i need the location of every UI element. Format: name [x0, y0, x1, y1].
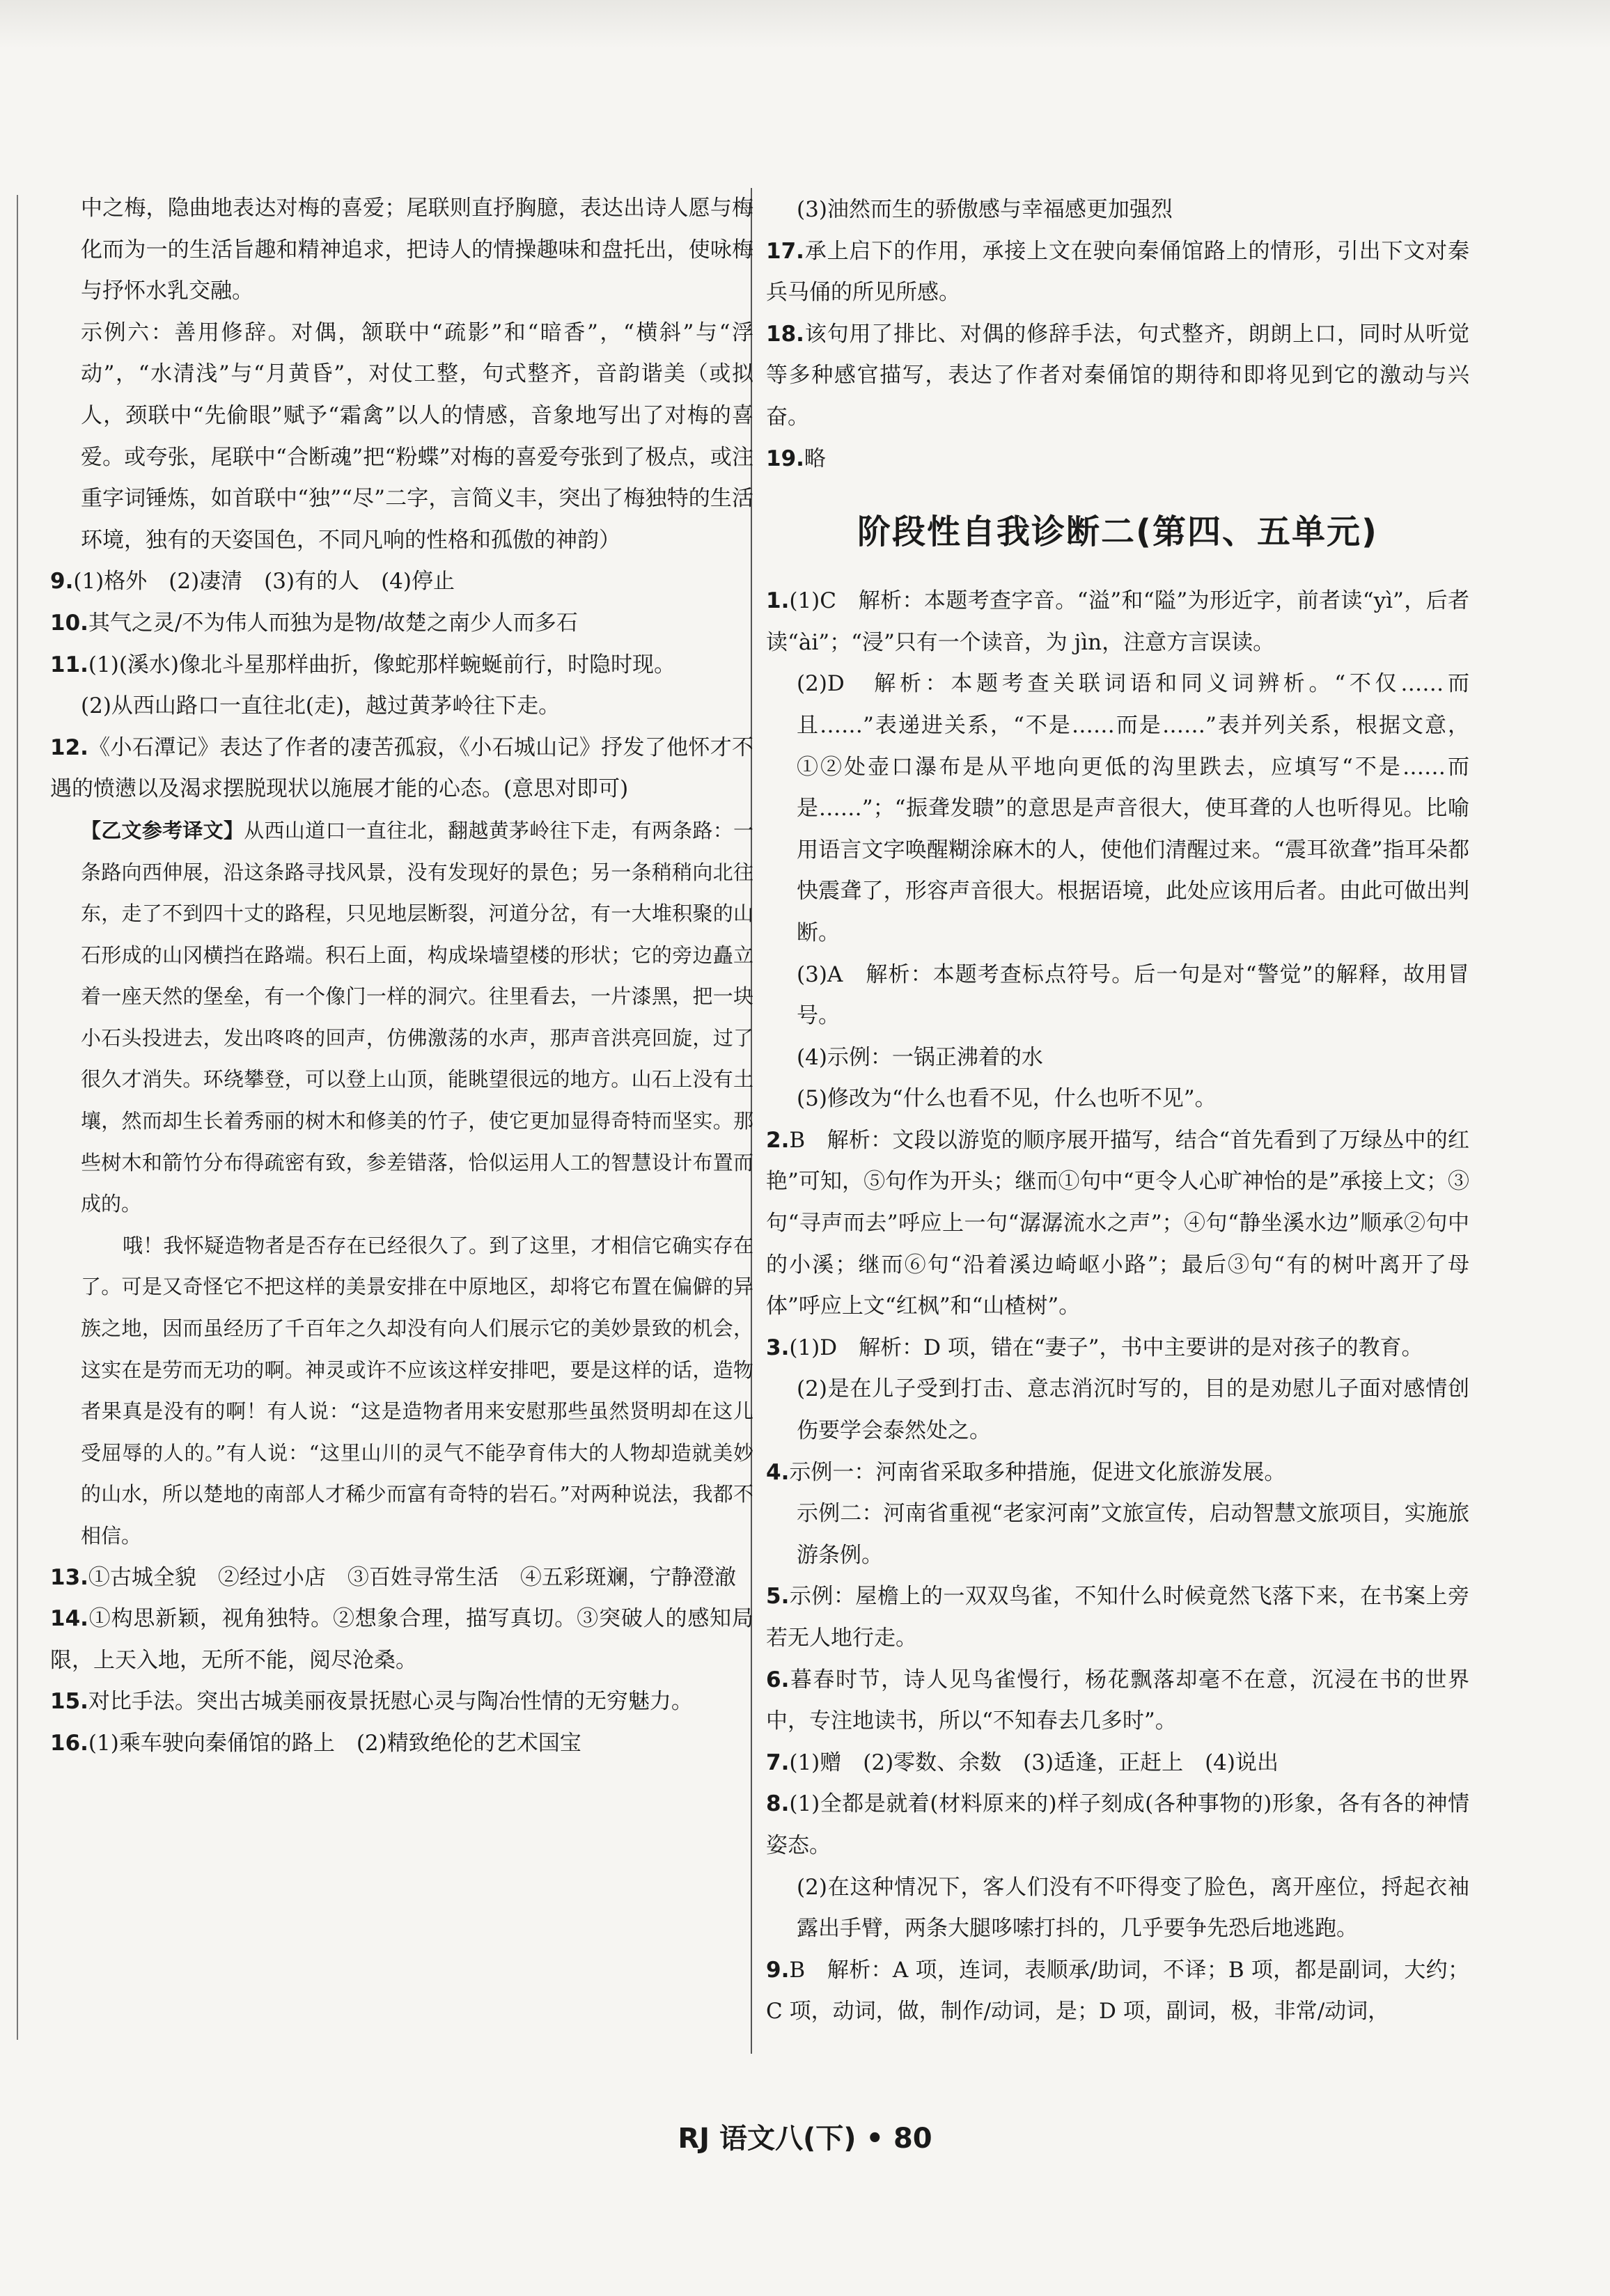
translation-text: 从西山道口一直往北，翻越黄茅岭往下走，有两条路：一条路向西伸展，沿这条路寻找风景，没有发现好的景色；另一条稍稍向北往东，走了不到四十丈的路程，只见地层断裂，河道分岔，有一大堆积聚的山石形成的山冈横挡在路端。积石上面，构成垛墙望楼的形状；它的旁边矗立着一座天然的堡垒，有一个像门一样的洞穴。往里看去，一片漆黑，把一块小石头投进去，发出咚咚的回声，仿佛激荡的水声，那声音洪亮回旋，过了很久才消失。环绕攀登，可以登上山顶，能眺望很远的地方。山石上没有土壤，然而却生长着秀丽的树木和修美的竹子，使它更加显得奇特而坚实。那些树木和箭竹分布得疏密有致，参差错落，恰似运用人工的智慧设计布置而成的。 [81, 818, 753, 1216]
question-number: 8. [766, 1791, 790, 1817]
answer-13 [50, 1557, 753, 1599]
question-number: 1. [766, 588, 790, 614]
question-number: 11. [50, 652, 88, 677]
answer-14 [50, 1598, 753, 1681]
answer-text: 承上启下的作用，承接上文在驶向秦俑馆路上的情形，引出下文对秦兵马俑的所见所感。 [766, 238, 1469, 306]
section-answer-1-5: (5)修改为“什么也看不见，什么也听不见”。 [797, 1086, 1217, 1112]
answer-11 [50, 645, 753, 686]
question-number: 16. [50, 1730, 88, 1756]
translation-para-1 [50, 810, 753, 1225]
section-heading: 阶段性自我诊断二(第四、五单元) [857, 512, 1378, 552]
answer-text: (1)C 解析：本题考查字音。“溢”和“隘”为形近字，前者读“yì”，后者读“ài”；“浸”只有一个读音，为 jìn，注意方言误读。 [766, 588, 1469, 655]
answer-16 [50, 1723, 753, 1765]
answer-text: ①构思新颖，视角独特。②想象合理，描写真切。③突破人的感知局限，上天入地，无所不能，阅尽沧桑。 [50, 1606, 753, 1673]
answer-16-part3: (3)油然而生的骄傲感与幸福感更加强烈 [797, 197, 1173, 222]
question-number: 2. [766, 1127, 790, 1153]
section-answer-1 [766, 581, 1469, 663]
answer-18 [766, 314, 1469, 439]
question-number: 10. [50, 610, 88, 636]
section-answer-6 [766, 1660, 1469, 1743]
answer-text: (1)全都是就着(材料原来的)样子刻成(各种事物的)形象，各有各的神情姿态。 [766, 1791, 1469, 1858]
translation-para-2: 哦！我怀疑造物者是否存在已经很久了。到了这里，才相信它确实存在了。可是又奇怪它不把这样的美景安排在中原地区，却将它布置在偏僻的异族之地，因而虽经历了千百年之久却没有向人们展示它的美妙景致的机会，这实在是劳而无功的啊。神灵或许不应该这样安排吧，要是这样的话，造物者果真是没有的啊！有人说：“这是造物者用来安慰那些虽然贤明却在这儿受屈辱的人的。”有人说：“这里山川的灵气不能孕育伟大的人物却造就美妙的山水，所以楚地的南部人才稀少而富有奇特的岩石。”对两种说法，我都不相信。 [81, 1233, 753, 1548]
question-number: 6. [766, 1667, 790, 1692]
answer-text: 《小石潭记》表达了作者的凄苦孤寂，《小石城山记》抒发了他怀才不遇的愤懑以及渴求摆脱现状以施展才能的心态。(意思对即可) [50, 734, 753, 802]
section-answer-5 [766, 1576, 1469, 1659]
section-answer-1-3: (3)A 解析：本题考查标点符号。后一句是对“警觉”的解释，故用冒号。 [797, 961, 1469, 1029]
answer-9 [50, 561, 753, 603]
answer-text: B 解析：文段以游览的顺序展开描写，结合“首先看到了万绿丛中的红艳”可知，⑤句作为开头；继而①句中“更令人心旷神怡的是”承接上文；③句“寻声而去”呼应上一句“潺潺流水之声”；④句“静坐溪水边”顺承②句中的小溪；继而⑥句“沿着溪边崎岖小路”；最后③句“有的树叶离开了母体”呼应上文“红枫”和“山楂树”。 [766, 1127, 1469, 1319]
answer-text: 对比手法。突出古城美丽夜景抚慰心灵与陶冶性情的无穷魅力。 [88, 1689, 693, 1715]
answer-text: (1)D 解析：D 项，错在“妻子”，书中主要讲的是对孩子的教育。 [789, 1335, 1423, 1360]
section-answer-4-2: 示例二：河南省重视“老家河南”文旅宣传，启动智慧文旅项目，实施旅游条例。 [797, 1501, 1469, 1568]
answer-text: 示例一：河南省采取多种措施，促进文化旅游发展。 [789, 1459, 1286, 1485]
question-number: 5. [766, 1584, 790, 1610]
answer-19 [766, 439, 1469, 480]
question-number: 4. [766, 1459, 790, 1485]
right-column [766, 189, 1469, 2033]
answer-text: B 解析：A 项，连词，表顺承/助词，不译；B 项，都是副词，大约；C 项，动词，做，制作/动词，是；D 项，副词，极，非常/动词， [766, 1957, 1469, 2024]
answer-text: 略 [804, 446, 826, 471]
question-number: 9. [766, 1957, 790, 1983]
section-answer-9 [766, 1950, 1469, 2033]
question-number: 18. [766, 321, 804, 347]
answer-17 [766, 231, 1469, 314]
answer-15 [50, 1681, 753, 1723]
question-number: 15. [50, 1689, 88, 1715]
question-number: 17. [766, 238, 804, 264]
question-number: 3. [766, 1335, 790, 1360]
section-answer-1-4: (4)示例：一锅正沸着的水 [797, 1044, 1043, 1070]
section-answer-7 [766, 1743, 1469, 1784]
answer-text: ①古城全貌 ②经过小店 ③百姓寻常生活 ④五彩斑斓，宁静澄澈 [88, 1564, 736, 1590]
answer-12 [50, 728, 753, 810]
question-number: 12. [50, 734, 88, 760]
answer-text: (1)格外 (2)凄清 (3)有的人 (4)停止 [73, 569, 455, 595]
left-column [50, 188, 753, 1765]
section-answer-1-2: (2)D 解析：本题考查关联词语和同义词辨析。“不仅……而且……”表递进关系，“不是……而是……”表并列关系，根据文意，①②处壶口瀑布是从平地向更低的沟里跌去，应填写“不是……而是……”；“振聋发聩”的意思是声音很大，使耳聋的人也听得见。比喻用语言文字唤醒糊涂麻木的人，使他们清醒过来。“震耳欲聋”指耳朵都快震聋了，形容声音很大。根据语境，此处应该用后者。由此可做出判断。 [797, 671, 1469, 945]
answer-text: 暮春时节，诗人见鸟雀慢行，杨花飘落却毫不在意，沉浸在书的世界中，专注地读书，所以“不知春去几多时”。 [766, 1667, 1469, 1734]
question-number: 9. [50, 569, 74, 595]
question-number: 13. [50, 1564, 88, 1590]
answer-11-part2: (2)从西山路口一直往北(走)，越过黄茅岭往下走。 [81, 693, 561, 719]
section-answer-8-2: (2)在这种情况下，客人们没有不吓得变了脸色，离开座位，捋起衣袖露出手臂，两条大腿哆嗦打抖的，几乎要争先恐后地逃跑。 [797, 1874, 1469, 1942]
answer-text: (1)乘车驶向秦俑馆的路上 (2)精致绝伦的艺术国宝 [88, 1730, 581, 1756]
section-answer-4 [766, 1452, 1469, 1494]
question-number: 19. [766, 446, 804, 471]
section-answer-3-2: (2)是在儿子受到打击、意志消沉时写的，目的是劝慰儿子面对感情创伤要学会泰然处之。 [797, 1376, 1469, 1444]
answer-text: 其气之灵/不为伟人而独为是物/故楚之南少人而多石 [88, 610, 578, 636]
question-number: 14. [50, 1606, 88, 1632]
section-answer-2 [766, 1120, 1469, 1328]
section-answer-8 [766, 1784, 1469, 1866]
section-answer-3 [766, 1328, 1469, 1369]
translation-label: 【乙文参考译文】 [81, 818, 244, 842]
answer-10 [50, 603, 753, 645]
left-margin-rule [17, 195, 18, 2040]
answer-text: (1)(溪水)像北斗星那样曲折，像蛇那样蜿蜒前行，时隐时现。 [88, 652, 676, 677]
scan-top-band [0, 0, 1610, 49]
continued-answer: 中之梅，隐曲地表达对梅的喜爱；尾联则直抒胸臆，表达出诗人愿与梅化而为一的生活旨趣和精神追求，把诗人的情操趣味和盘托出，使咏梅与抒怀水乳交融。 [81, 196, 753, 304]
answer-text: 示例：屋檐上的一双双鸟雀，不知什么时候竟然飞落下来，在书案上旁若无人地行走。 [766, 1584, 1469, 1651]
example-six: 示例六：善用修辞。对偶，颔联中“疏影”和“暗香”，“横斜”与“浮动”，“水清浅”与“月黄昏”，对仗工整，句式整齐，音韵谐美（或拟人，颈联中“先偷眼”赋予“霜禽”以人的情感，音象地写出了对梅的喜爱。或夸张，尾联中“合断魂”把“粉蝶”对梅的喜爱夸张到了极点，或注重字词锤炼，如首联中“独”“尽”二字，言简义丰，突出了梅独特的生活环境，独有的天姿国色，不同凡响的性格和孤傲的神韵） [81, 320, 753, 553]
answer-text: 该句用了排比、对偶的修辞手法，句式整齐，朗朗上口，同时从听觉等多种感官描写，表达了作者对秦俑馆的期待和即将见到它的激动与兴奋。 [766, 321, 1469, 430]
answer-text: (1)赠 (2)零数、余数 (3)适逢，正赶上 (4)说出 [789, 1749, 1279, 1775]
question-number: 7. [766, 1749, 790, 1775]
page-footer: RJ 语文八(下) • 80 [678, 2123, 932, 2155]
